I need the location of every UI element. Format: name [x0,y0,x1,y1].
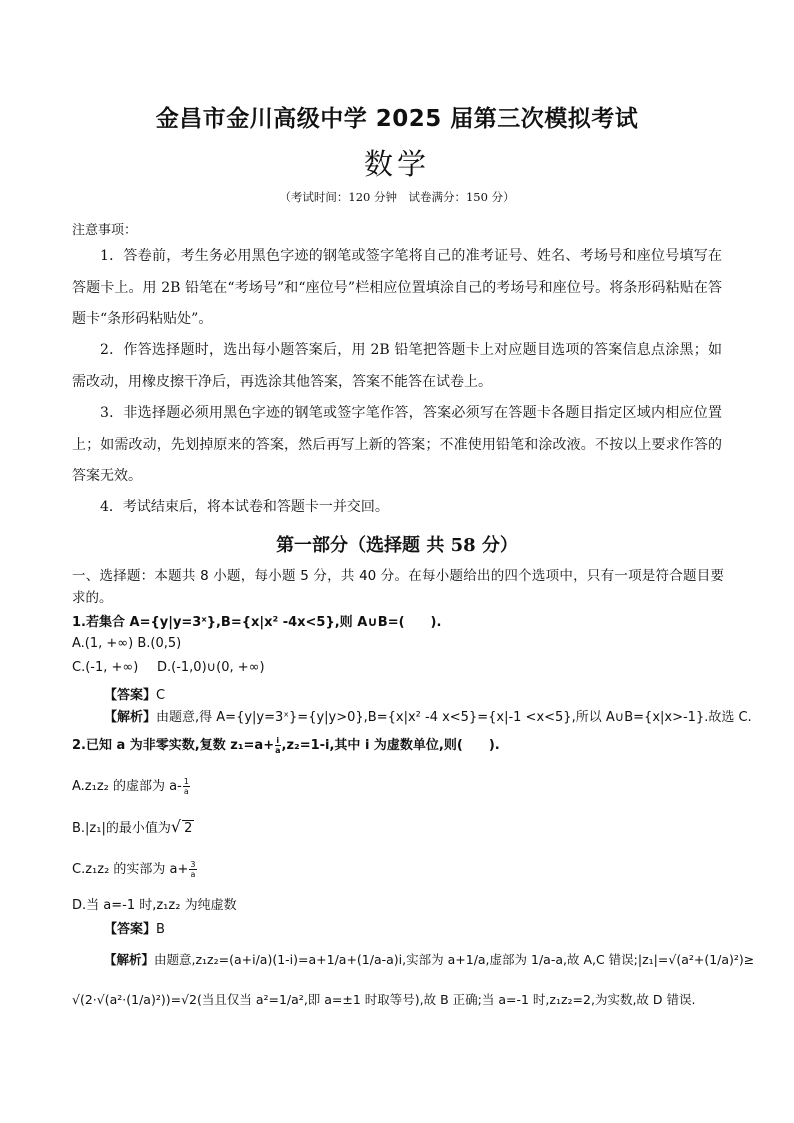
q2-stem-frac-num: i [276,736,280,745]
q1-answer-value: C [156,688,166,703]
q2-stem-post: ,z₂=1-i,其中 i 为虚数单位,则( ). [281,738,500,753]
q1-option-d: D.(-1,0)∪(0, +∞) [157,660,265,675]
q1-analysis-label: 【解析】 [104,710,157,725]
q2-stem-pre: 2.已知 a 为非零实数,复数 z₁=a+ [72,738,275,753]
q1-stem: 1.若集合 A={y|y=3ˣ},B={x|x² -4x<5},则 A∪B=( ). [72,615,442,630]
q2-option-c-text: C.z₁z₂ 的实部为 a+ [72,862,189,877]
q2-stem-fraction [275,736,280,755]
q2-answer [104,918,165,937]
notice-heading: 注意事项： [72,223,138,238]
q2-option-b [72,817,194,836]
q2-option-a [72,775,191,796]
section-intro: 一、选择题：本题共 8 小题，每小题 5 分，共 40 分。在每小题给出的四个选项中，只有一项是符合题目要求的。 [72,568,724,606]
q2-answer-value: B [156,922,165,937]
q1-analysis-text: 由题意,得 A={y|y=3ˣ}={y|y>0},B={x|x² -4 x<5}={x|-1 <x<5},所以 A∪B={x|x>-1}.故选 C. [156,710,752,725]
q2-option-b-radicand: 2 [184,821,193,836]
q1-option-c: C.(-1, +∞) [72,660,139,675]
notice-item-2: 2．作答选择题时，选出每小题答案后，用 2B 铅笔把答题卡上对应题目选项的答案信息点涂黑；如需改动，用橡皮擦干净后，再选涂其他答案，答案不能答在试卷上。 [72,342,722,390]
notice-item-1: 1．答卷前，考生务必用黑色字迹的钢笔或签字笔将自己的准考证号、姓名、考场号和座位号填写在答题卡上。用 2B 铅笔在“考场号”和“座位号”栏相应位置填涂自己的考场号和座位号。将条形码粘贴在答题卡“条形码粘贴处”。 [72,248,722,327]
q2-option-a-num: 1 [183,777,189,786]
q2-option-c-den: a [190,870,196,879]
q2-option-d: D.当 a=-1 时,z₁z₂ 为纯虚数 [72,898,237,913]
q1-answer [104,684,165,703]
exam-time-info: （考试时间：120 分钟 试卷满分：150 分） [279,190,515,204]
q2-option-c-num: 3 [190,860,196,869]
q2-analysis-label: 【解析】 [104,952,155,967]
q1-options-ab: A.(1, +∞) B.(0,5) [72,636,182,651]
exam-subject: 数学 [363,147,430,181]
q2-option-a-fraction [183,777,190,796]
q1-analysis [104,706,752,725]
q1-answer-label: 【答案】 [104,688,157,703]
q2-option-c-fraction [189,860,196,879]
q2-analysis-line-1 [104,950,754,968]
q2-answer-label: 【答案】 [104,922,157,937]
notice-item-4: 4．考试结束后，将本试卷和答题卡一并交回。 [100,499,389,515]
q2-analysis-text-1: 由题意,z₁z₂=(a+i/a)(1-i)=a+1/a+(1/a-a)i,实部为 a+1/a,虚部为 1/a-a,故 A,C 错误;|z₁|=√(a²+(1/a)²)≥ [154,952,755,967]
q2-stem-frac-den: a [275,746,281,755]
section-title: 第一部分（选择题 共 58 分） [276,535,518,556]
q2-analysis-line-2: √(2·√(a²·(1/a)²))=√2(当且仅当 a²=1/a²,即 a=±1 时取等号),故 B 正确;当 a=-1 时,z₁z₂=2,为实数,故 D 错误. [72,992,696,1007]
q2-stem [72,734,500,755]
notice-item-3: 3．非选择题必须用黑色字迹的钢笔或签字笔作答，答案必须写在答题卡各题目指定区域内相应位置上；如需改动，先划掉原来的答案，然后再写上新的答案；不准使用铅笔和涂改液。不按以上要求作答的答案无效。 [72,405,722,484]
exam-title: 金昌市金川高级中学 2025 届第三次模拟考试 [155,106,639,132]
q2-option-b-text: B.|z₁|的最小值为 [72,821,171,836]
q2-option-a-text: A.z₁z₂ 的虚部为 a- [72,779,182,794]
sqrt-icon: √ [170,817,182,836]
q2-option-a-den: a [183,787,189,796]
q2-option-c [72,858,198,879]
